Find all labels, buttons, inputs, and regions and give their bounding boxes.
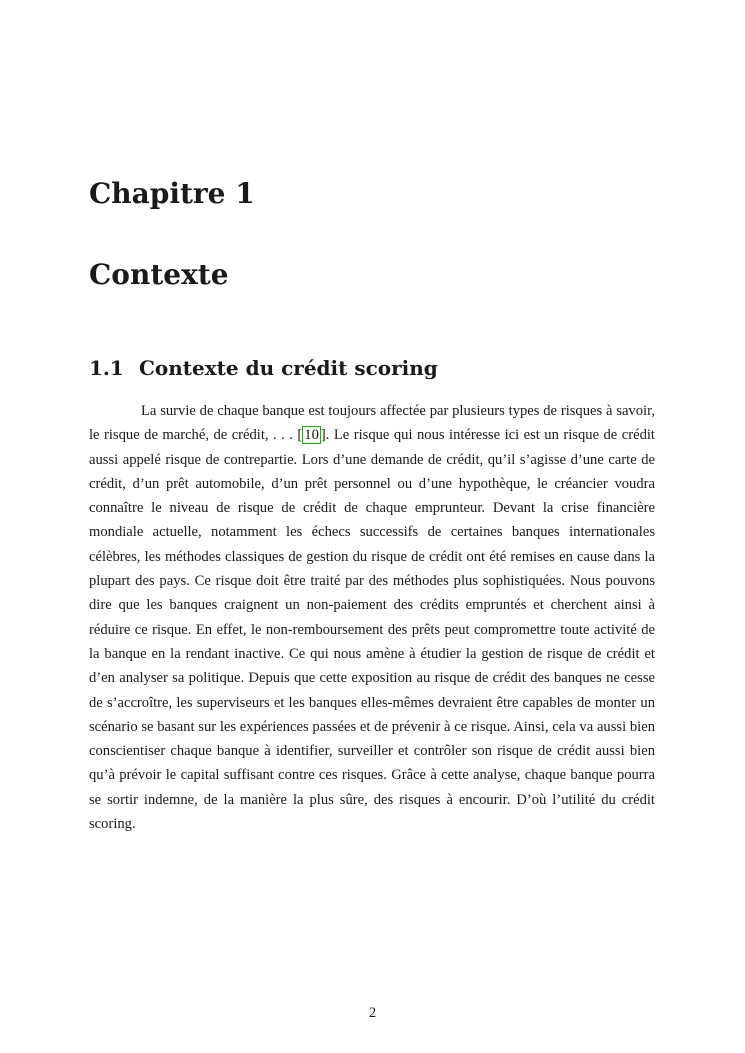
- section-number: 1.1: [89, 356, 124, 380]
- section-title: Contexte du crédit scoring: [139, 356, 438, 380]
- citation-open-bracket: [: [297, 427, 303, 444]
- page-number: 2: [368, 1005, 377, 1021]
- section-heading: [89, 354, 438, 382]
- paragraph-text-before-citation: La survie de chaque banque est toujours affectée par plusieurs types de risques à savoir, le risque de marché, de crédit, . . .: [89, 403, 655, 444]
- chapter-label: Chapitre 1: [89, 177, 255, 210]
- citation-close-bracket: ]: [320, 427, 326, 444]
- chapter-title: Contexte: [89, 258, 229, 291]
- body-paragraph: [89, 399, 655, 836]
- citation-link[interactable]: 10: [304, 427, 319, 444]
- paragraph-text-after-citation: . Le risque qui nous intéresse ici est un risque de crédit aussi appelé risque de contrepartie. Lors d’une demande de crédit, qu’il s’agisse d’une carte de crédit, d’un prêt automobile, d’un prêt personnel ou d’une hypothèque, le créancier voudra connaître le niveau de risque de crédit de chaque emprunteur. Devant la crise financière mondiale actuelle, notamment les échecs successifs de certaines banques internationales célèbres, les méthodes classiques de gestion du risque de crédit ont été remises en cause dans la plupart des pays. Ce risque doit être traité par des méthodes plus sophistiquées. Nous pouvons dire que les banques craignent un non-paiement des crédits empruntés et cherchent ainsi à réduire ce risque. En effet, le non-remboursement des prêts peut compromettre toute activité de la banque en la rendant inactive. Ce qui nous amène à étudier la gestion de risque de crédit et d’en analyser sa politique. Depuis que cette exposition au risque de crédit des banques ne cesse de s’accroître, les superviseurs et les banques elles-mêmes devraient être capables de monter un scénario se basant sur les expériences passées et de prévenir à ce risque. Ainsi, cela va aussi bien conscientiser chaque banque à identifier, surveiller et contrôler son risque de crédit aussi bien qu’à prévoir le capital suffisant contre ces risques. Grâce à cette analyse, chaque banque pourra se sortir indemne, de la manière la plus sûre, des risques à encourir. D’où l’utilité du crédit scoring.: [89, 427, 655, 833]
